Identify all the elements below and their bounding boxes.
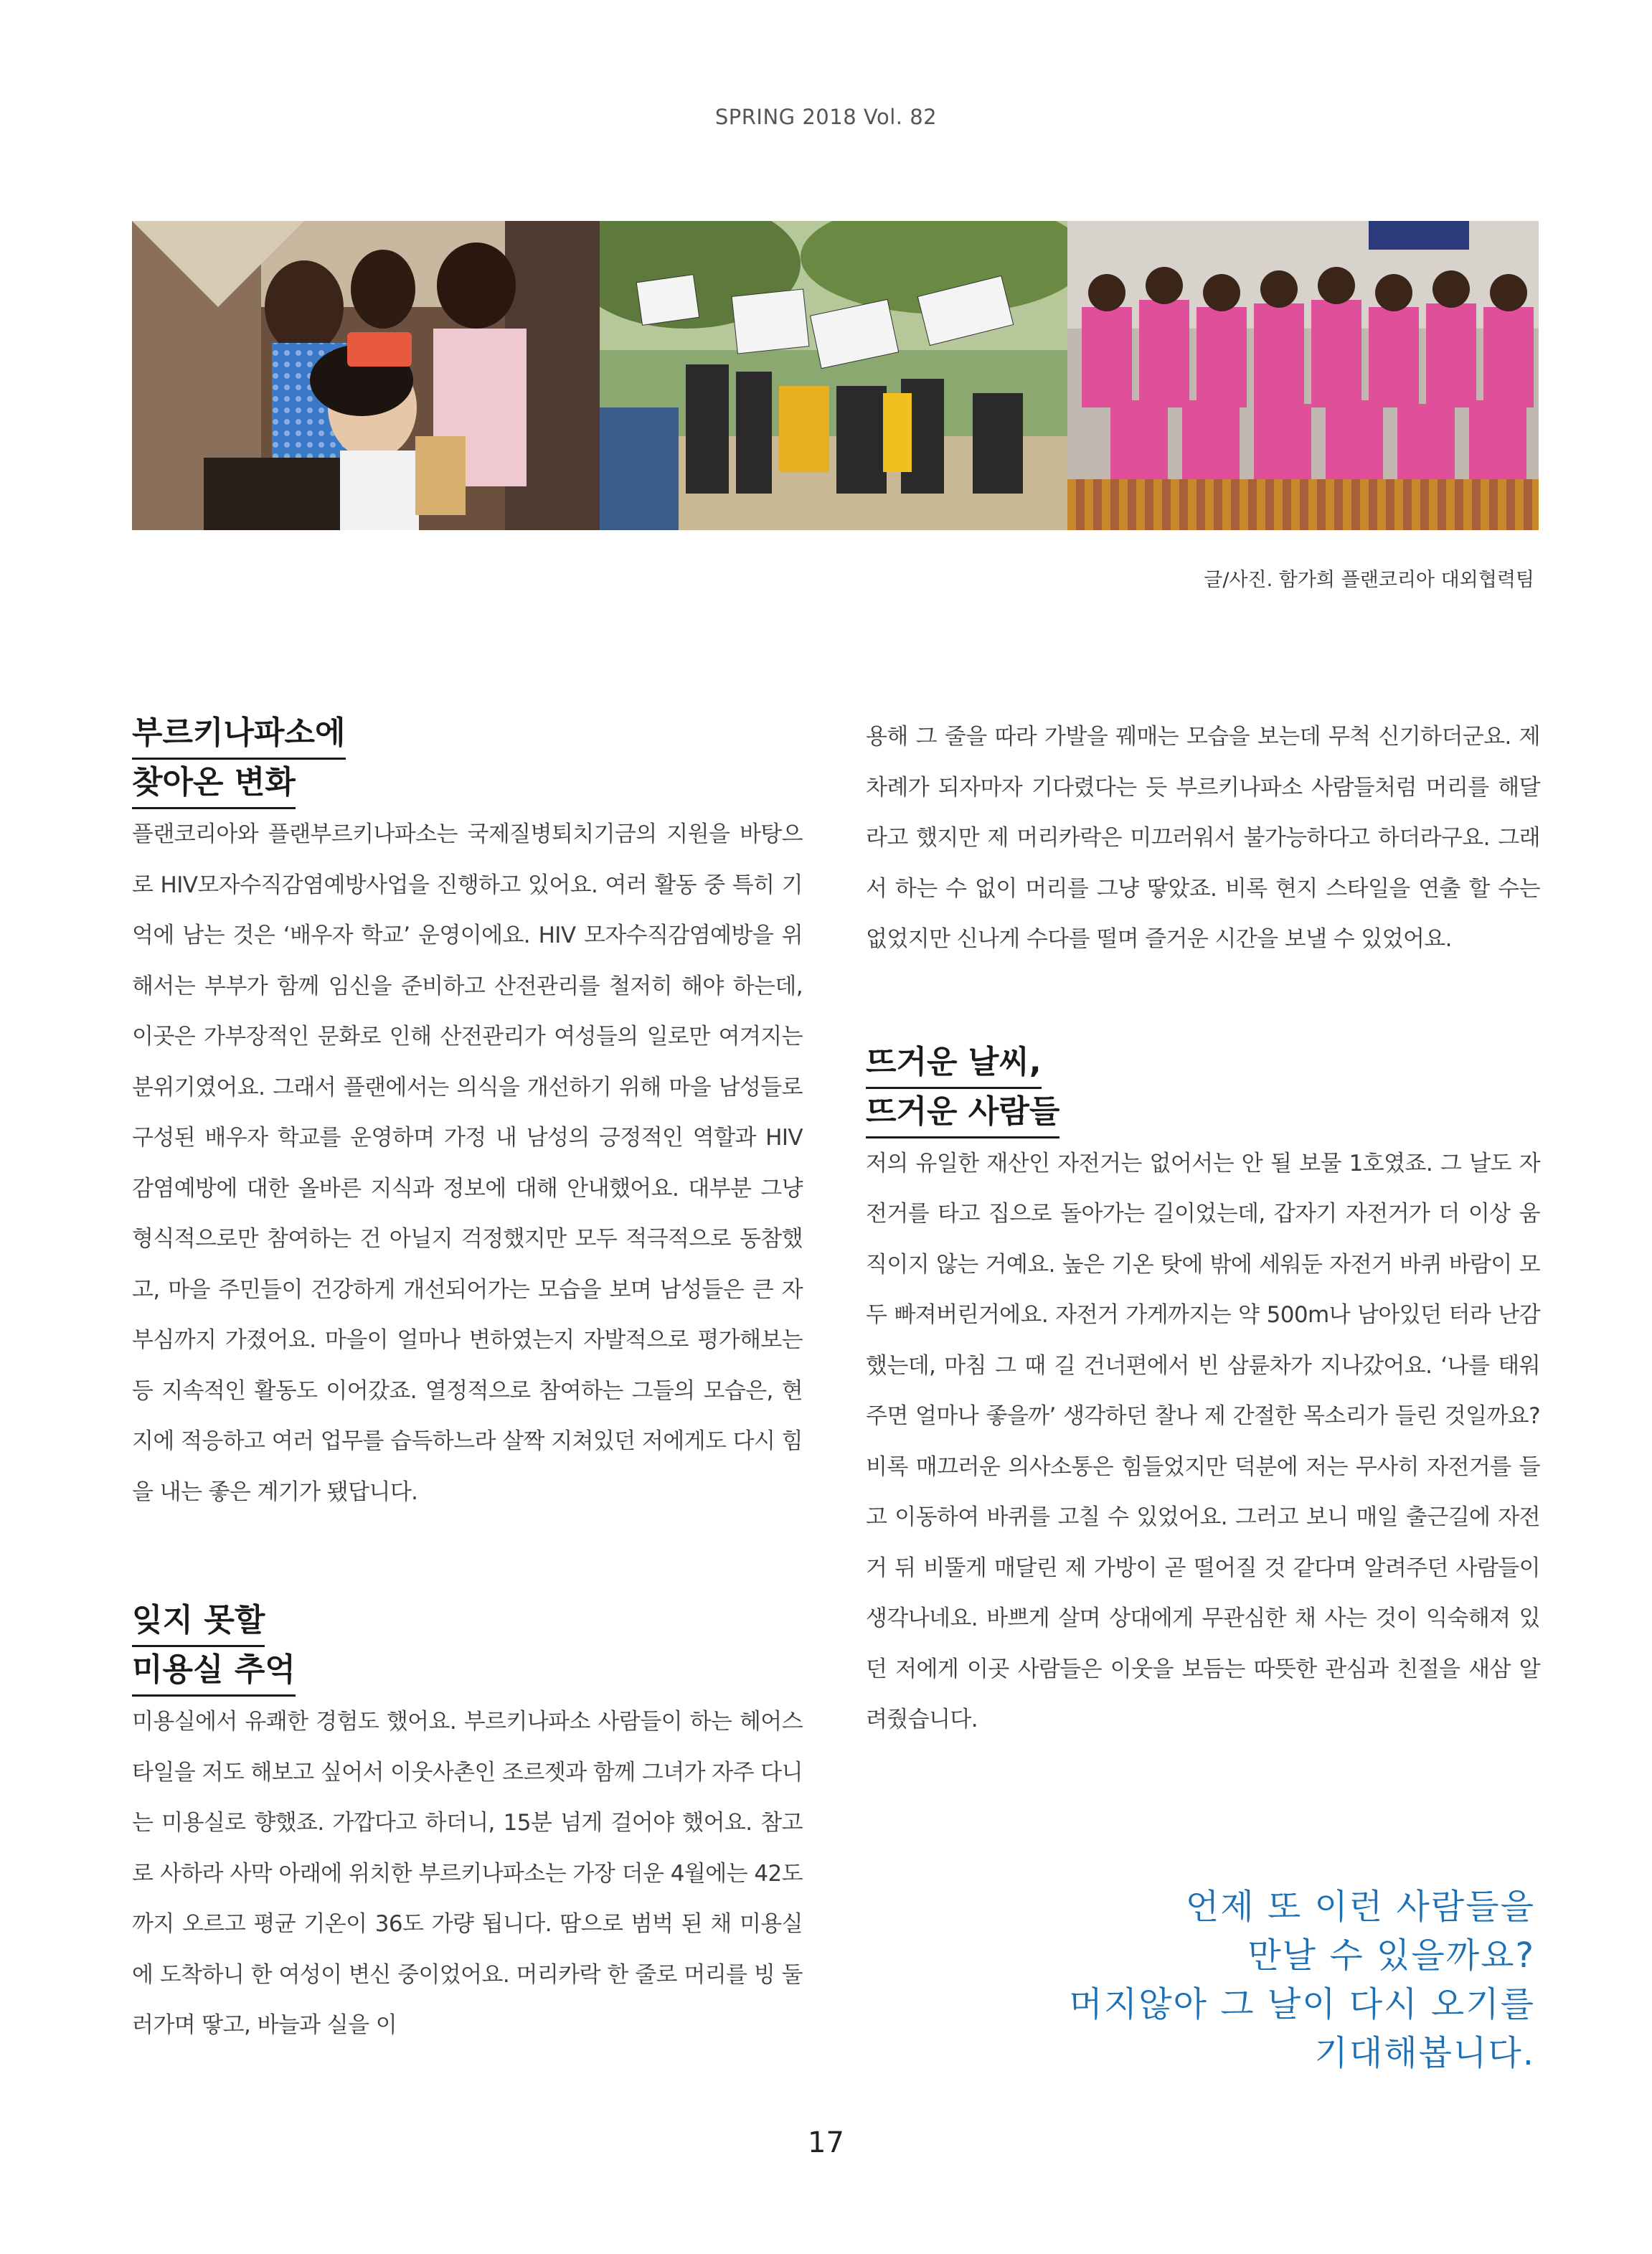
- heading-line: 부르키나파소에: [132, 710, 346, 760]
- photo-credit: 글/사진. 함가희 플랜코리아 대외협력팀: [1204, 569, 1534, 591]
- heading-line: 뜨거운 날씨,: [866, 1039, 1042, 1089]
- heading-line: 잊지 못할: [132, 1598, 265, 1647]
- section-heading: [132, 1598, 803, 1697]
- section-heading: [866, 1039, 1540, 1138]
- right-column: [866, 712, 1540, 1745]
- section-body: 플랜코리아와 플랜부르키나파소는 국제질병퇴치기금의 지원을 바탕으로 HIV모자수직감염예방사업을 진행하고 있어요. 여러 활동 중 특히 기억에 남는 것은 ‘배우자 학교’ 운영이에요. HIV 모자수직감염예방을 위해서는 부부가 함께 임신을 준비하고 산전관리를 철저히 해야 하는데, 이곳은 가부장적인 문화로 인해 산전관리가 여성들의 일로만 여겨지는 분위기였어요. 그래서 플랜에서는 의식을 개선하기 위해 마을 남성들로 구성된 배우자 학교를 운영하며 가정 내 남성의 긍정적인 역할과 HIV 감염예방에 대한 올바른 지식과 정보에 대해 안내했어요. 대부분 그냥 형식적으로만 참여하는 건 아닐지 걱정했지만 모두 적극적으로 동참했고, 마을 주민들이 건강하게 개선되어가는 모습을 보며 남성들은 큰 자부심까지 가졌어요. 마을이 얼마나 변하였는지 자발적으로 평가해보는 등 지속적인 활동도 이어갔죠. 열정적으로 참여하는 그들의 모습은, 현지에 적응하고 여러 업무를 습득하느라 살짝 지쳐있던 저에게도 다시 힘을 내는 좋은 계기가 됐답니다.: [132, 821, 803, 1505]
- issue-header: SPRING 2018 Vol. 82: [714, 105, 938, 129]
- section-body-continued: 용해 그 줄을 따라 가발을 꿰매는 모습을 보는데 무척 신기하더군요. 제 차례가 되자마자 기다렸다는 듯 부르키나파소 사람들처럼 머리를 해달라고 했지만 제 머리카락은 미끄러워서 불가능하다고 하더라구요. 그래서 하는 수 없이 머리를 그냥 땋았죠. 비록 현지 스타일을 연출 할 수는 없었지만 신나게 수다를 떨며 즐거운 시간을 보낼 수 있었어요.: [866, 724, 1540, 952]
- quote-line: 기대해봅니다.: [1314, 2033, 1535, 2073]
- heading-line: 뜨거운 사람들: [866, 1089, 1059, 1138]
- quote-line: 만날 수 있을까요?: [1247, 1935, 1535, 1976]
- photo-strip: [132, 221, 1539, 530]
- group-photo: [1067, 221, 1539, 530]
- section-body: 저의 유일한 재산인 자전거는 없어서는 안 될 보물 1호였죠. 그 날도 자전거를 타고 집으로 돌아가는 길이었는데, 갑자기 자전거가 더 이상 움직이지 않는 거예요. 높은 기온 탓에 밖에 세워둔 자전거 바퀴 바람이 모두 빠져버린거에요. 자전거 가게까지는 약 500m나 남아있던 터라 난감했는데, 마침 그 때 길 건너편에서 빈 삼륜차가 지나갔어요. ‘나를 태워주면 얼마나 좋을까’ 생각하던 찰나 제 간절한 목소리가 들린 것일까요? 비록 매끄러운 의사소통은 힘들었지만 덕분에 저는 무사히 자전거를 들고 이동하여 바퀴를 고칠 수 있었어요. 그러고 보니 매일 출근길에 자전거 뒤 비뚤게 매달린 제 가방이 곧 떨어질 것 같다며 알려주던 사람들이 생각나네요. 바쁘게 살며 상대에게 무관심한 채 사는 것이 익숙해져 있던 저에게 이곳 사람들은 이웃을 보듬는 따뜻한 관심과 친절을 새삼 알려줬습니다.: [866, 1150, 1540, 1732]
- heading-line: 미용실 추억: [132, 1647, 296, 1697]
- march-signs-photo: [600, 221, 1067, 530]
- left-column: [132, 710, 803, 2051]
- closing-quote: [1070, 1882, 1535, 2078]
- quote-line: 언제 또 이런 사람들을: [1185, 1887, 1535, 1927]
- section-heading: [132, 710, 803, 809]
- heading-line: 찾아온 변화: [132, 760, 296, 809]
- salon-selfie-photo: [132, 221, 600, 530]
- section-body: 미용실에서 유쾌한 경험도 했어요. 부르키나파소 사람들이 하는 헤어스타일을 저도 해보고 싶어서 이웃사촌인 조르젯과 함께 그녀가 자주 다니는 미용실로 향했죠. 가깝다고 하더니, 15분 넘게 걸어야 했어요. 참고로 사하라 사막 아래에 위치한 부르키나파소는 가장 더운 4월에는 42도까지 오르고 평균 기온이 36도 가량 됩니다. 땀으로 범벅 된 채 미용실에 도착하니 한 여성이 변신 중이었어요. 머리카락 한 줄로 머리를 빙 둘러가며 땋고, 바늘과 실을 이: [132, 1709, 803, 2038]
- page-number: 17: [808, 2126, 844, 2159]
- quote-line: 머지않아 그 날이 다시 오기를: [1069, 1984, 1535, 2024]
